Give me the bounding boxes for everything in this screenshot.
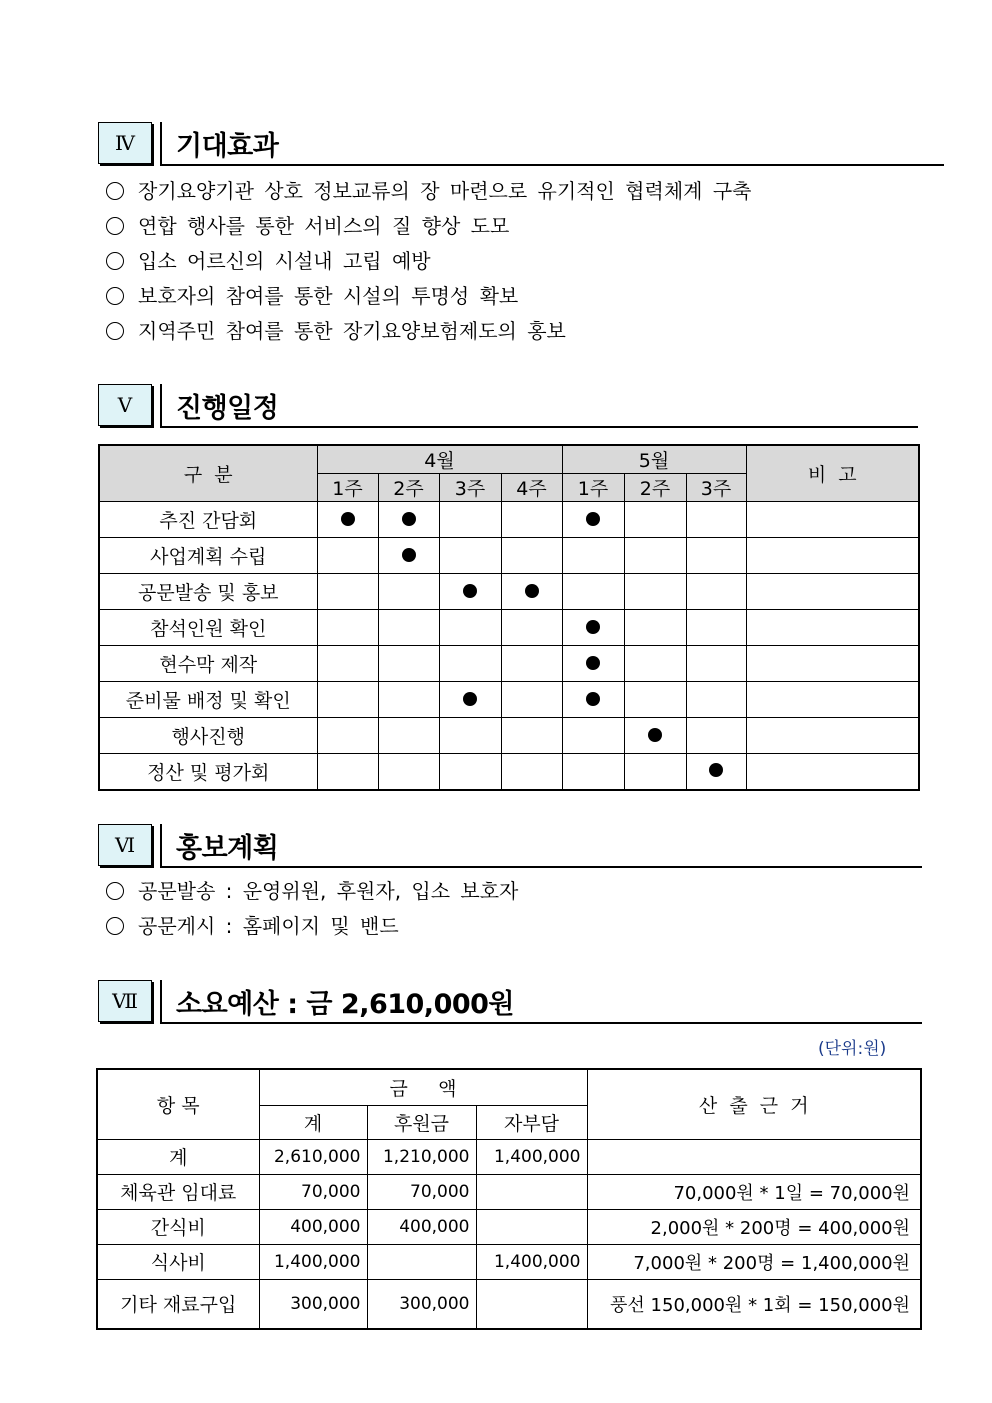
schedule-cell (562, 718, 624, 754)
schedule-cell (378, 718, 439, 754)
remarks-cell (746, 682, 919, 718)
schedule-cell (686, 502, 746, 538)
divider (160, 384, 162, 428)
schedule-cell (624, 646, 686, 682)
divider (162, 866, 922, 868)
item-cell: 계 (97, 1139, 259, 1174)
item-cell: 간식비 (97, 1209, 259, 1244)
list-item: 연합 행사를 통한 서비스의 질 향상 도모 (106, 209, 751, 244)
sponsor-cell: 1,210,000 (367, 1139, 476, 1174)
task-label: 현수막 제작 (99, 646, 317, 682)
list-item: 지역주민 참여를 통한 장기요양보험제도의 홍보 (106, 314, 751, 349)
remarks-cell (746, 538, 919, 574)
section-number: Ⅶ (98, 980, 152, 1022)
divider (162, 1022, 922, 1024)
self-cell (476, 1209, 587, 1244)
schedule-cell (686, 610, 746, 646)
filled-dot-icon (341, 512, 355, 526)
sponsor-cell: 300,000 (367, 1279, 476, 1329)
schedule-cell (562, 754, 624, 790)
schedule-body (99, 502, 919, 790)
self-cell: 1,400,000 (476, 1139, 587, 1174)
table-row (99, 646, 919, 682)
filled-dot-icon (586, 692, 600, 706)
divider (160, 824, 162, 868)
total-cell: 1,400,000 (259, 1244, 367, 1279)
table-row (99, 682, 919, 718)
filled-dot-icon (525, 584, 539, 598)
schedule-cell (317, 502, 378, 538)
week-header: 3주 (686, 474, 746, 502)
budget-table (96, 1068, 922, 1330)
filled-dot-icon (402, 548, 416, 562)
table-row (99, 502, 919, 538)
self-header: 자부담 (476, 1105, 587, 1139)
section-title: 홍보계획 (176, 833, 279, 864)
filled-dot-icon (709, 763, 723, 777)
circle-bullet-icon (106, 217, 124, 235)
list-item: 공문게시 : 홈페이지 및 밴드 (106, 909, 518, 944)
filled-dot-icon (648, 728, 662, 742)
schedule-cell (501, 574, 562, 610)
week-header: 1주 (562, 474, 624, 502)
filled-dot-icon (586, 656, 600, 670)
schedule-cell (624, 502, 686, 538)
schedule-cell (317, 610, 378, 646)
promotion-list (106, 874, 518, 944)
schedule-cell (378, 646, 439, 682)
schedule-cell (686, 682, 746, 718)
item-header: 항 목 (97, 1069, 259, 1139)
remarks-cell (746, 754, 919, 790)
section-number: Ⅴ (98, 384, 152, 426)
schedule-cell (686, 538, 746, 574)
self-cell: 1,400,000 (476, 1244, 587, 1279)
schedule-cell (317, 754, 378, 790)
sponsor-cell: 70,000 (367, 1174, 476, 1209)
schedule-cell (562, 574, 624, 610)
schedule-cell (378, 502, 439, 538)
self-cell (476, 1279, 587, 1329)
schedule-cell (317, 574, 378, 610)
category-header: 구 분 (99, 445, 317, 502)
schedule-cell (624, 682, 686, 718)
budget-body (97, 1139, 921, 1329)
circle-bullet-icon (106, 182, 124, 200)
filled-dot-icon (586, 620, 600, 634)
task-label: 사업계획 수립 (99, 538, 317, 574)
schedule-cell (501, 502, 562, 538)
total-cell: 70,000 (259, 1174, 367, 1209)
schedule-cell (378, 610, 439, 646)
schedule-cell (686, 646, 746, 682)
schedule-cell (317, 538, 378, 574)
task-label: 준비물 배정 및 확인 (99, 682, 317, 718)
basis-cell (587, 1139, 921, 1174)
task-label: 공문발송 및 홍보 (99, 574, 317, 610)
schedule-table (98, 444, 920, 791)
month-header-may: 5월 (562, 445, 746, 474)
schedule-cell (439, 718, 501, 754)
schedule-cell (562, 682, 624, 718)
schedule-cell (378, 574, 439, 610)
total-header: 계 (259, 1105, 367, 1139)
remarks-header: 비 고 (746, 445, 919, 502)
schedule-cell (378, 682, 439, 718)
schedule-cell (501, 646, 562, 682)
week-header: 3주 (439, 474, 501, 502)
schedule-cell (501, 718, 562, 754)
section-number: Ⅳ (98, 122, 152, 164)
schedule-cell (624, 574, 686, 610)
list-item: 보호자의 참여를 통한 시설의 투명성 확보 (106, 279, 751, 314)
task-label: 참석인원 확인 (99, 610, 317, 646)
task-label: 추진 간담회 (99, 502, 317, 538)
schedule-cell (562, 538, 624, 574)
remarks-cell (746, 610, 919, 646)
divider (162, 426, 918, 428)
week-header: 1주 (317, 474, 378, 502)
effects-list (106, 174, 751, 349)
remarks-cell (746, 718, 919, 754)
table-row (97, 1209, 921, 1244)
week-header: 2주 (378, 474, 439, 502)
table-row (97, 1174, 921, 1209)
schedule-cell (439, 646, 501, 682)
list-item: 공문발송 : 운영위원, 후원자, 입소 보호자 (106, 874, 518, 909)
remarks-cell (746, 646, 919, 682)
basis-cell: 70,000원 * 1일 = 70,000원 (587, 1174, 921, 1209)
list-item: 입소 어르신의 시설내 고립 예방 (106, 244, 751, 279)
schedule-cell (562, 610, 624, 646)
schedule-cell (686, 574, 746, 610)
schedule-cell (501, 682, 562, 718)
divider (162, 164, 944, 166)
unit-label: (단위:원) (818, 1039, 887, 1059)
list-item: 장기요양기관 상호 정보교류의 장 마련으로 유기적인 협력체계 구축 (106, 174, 751, 209)
schedule-cell (439, 502, 501, 538)
circle-bullet-icon (106, 917, 124, 935)
table-row (97, 1279, 921, 1329)
circle-bullet-icon (106, 882, 124, 900)
schedule-cell (501, 538, 562, 574)
table-row (99, 574, 919, 610)
schedule-cell (562, 502, 624, 538)
filled-dot-icon (463, 584, 477, 598)
total-cell: 2,610,000 (259, 1139, 367, 1174)
schedule-cell (624, 718, 686, 754)
week-header: 4주 (501, 474, 562, 502)
remarks-cell (746, 502, 919, 538)
schedule-cell (562, 646, 624, 682)
task-label: 정산 및 평가회 (99, 754, 317, 790)
circle-bullet-icon (106, 322, 124, 340)
section-title: 진행일정 (176, 393, 279, 424)
basis-header: 산 출 근 거 (587, 1069, 921, 1139)
week-header: 2주 (624, 474, 686, 502)
divider (160, 980, 162, 1024)
basis-cell: 2,000원 * 200명 = 400,000원 (587, 1209, 921, 1244)
schedule-cell (439, 754, 501, 790)
divider (160, 122, 162, 166)
filled-dot-icon (586, 512, 600, 526)
schedule-cell (317, 646, 378, 682)
schedule-cell (317, 682, 378, 718)
circle-bullet-icon (106, 287, 124, 305)
schedule-cell (501, 610, 562, 646)
filled-dot-icon (402, 512, 416, 526)
amount-header: 금 액 (259, 1069, 587, 1105)
schedule-cell (686, 718, 746, 754)
basis-cell: 풍선 150,000원 * 1회 = 150,000원 (587, 1279, 921, 1329)
item-cell: 체육관 임대료 (97, 1174, 259, 1209)
sponsor-cell: 400,000 (367, 1209, 476, 1244)
schedule-cell (439, 574, 501, 610)
self-cell (476, 1174, 587, 1209)
item-cell: 식사비 (97, 1244, 259, 1279)
sponsor-cell (367, 1244, 476, 1279)
month-header-april: 4월 (317, 445, 562, 474)
total-cell: 400,000 (259, 1209, 367, 1244)
schedule-cell (378, 538, 439, 574)
table-row (99, 610, 919, 646)
basis-cell: 7,000원 * 200명 = 1,400,000원 (587, 1244, 921, 1279)
schedule-cell (439, 682, 501, 718)
schedule-cell (624, 610, 686, 646)
total-cell: 300,000 (259, 1279, 367, 1329)
schedule-cell (686, 754, 746, 790)
schedule-cell (439, 610, 501, 646)
schedule-cell (439, 538, 501, 574)
schedule-cell (317, 718, 378, 754)
schedule-cell (624, 538, 686, 574)
item-cell: 기타 재료구입 (97, 1279, 259, 1329)
filled-dot-icon (463, 692, 477, 706)
sponsor-header: 후원금 (367, 1105, 476, 1139)
table-row (97, 1139, 921, 1174)
table-row (99, 718, 919, 754)
table-row (99, 538, 919, 574)
table-row (97, 1244, 921, 1279)
circle-bullet-icon (106, 252, 124, 270)
task-label: 행사진행 (99, 718, 317, 754)
schedule-cell (624, 754, 686, 790)
section-title: 소요예산 : 금 2,610,000원 (176, 989, 515, 1020)
schedule-cell (378, 754, 439, 790)
section-number: Ⅵ (98, 824, 152, 866)
section-title: 기대효과 (176, 131, 279, 162)
schedule-cell (501, 754, 562, 790)
table-row (99, 754, 919, 790)
remarks-cell (746, 574, 919, 610)
